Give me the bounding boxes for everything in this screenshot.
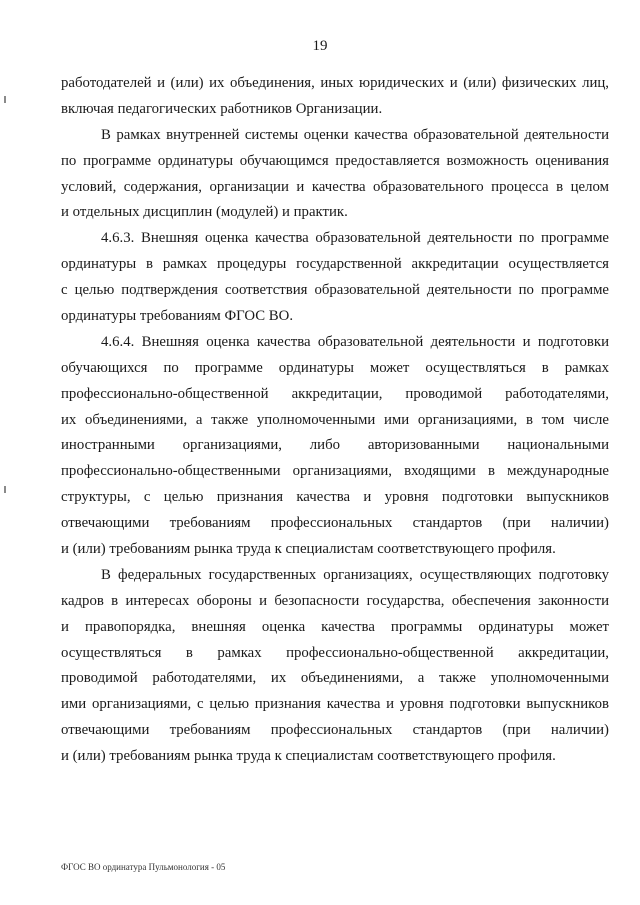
text-line: профессионально-общественными организациями, входящими в международные (61, 463, 609, 480)
text-line: их объединениями, а также уполномоченными ими организациями, в том числе (61, 411, 609, 428)
text-line: структуры, с целью признания качества и уровня подготовки выпускников (61, 489, 609, 506)
paragraph (61, 226, 609, 330)
text-line: условий, содержания, организации и качества образовательного процесса в целом (61, 178, 609, 195)
text-line: обучающихся по программе ординатуры может осуществляться в рамках (61, 359, 609, 376)
text-line: с целью подтверждения соответствия образовательной деятельности по программе (61, 282, 609, 299)
text-line: и отдельных дисциплин (модулей) и практик. (61, 204, 348, 221)
text-line: осуществляться в рамках профессионально-общественной аккредитации, (61, 644, 609, 661)
paragraph (61, 563, 609, 770)
paragraph (61, 71, 609, 123)
text-line: и (или) требованиям рынка труда к специалистам соответствующего профиля. (61, 541, 556, 558)
text-line: отвечающими требованиям профессиональных стандартов (при наличии) (61, 515, 609, 532)
text-line: иностранными организациями, либо авторизованными национальными (61, 437, 609, 454)
text-line: ими организациями, с целью признания качества и уровня подготовки выпускников (61, 696, 609, 713)
text-line: кадров в интересах обороны и безопасности государства, обеспечения законности (61, 592, 609, 609)
text-line: включая педагогических работников Организации. (61, 100, 383, 117)
text-line: В федеральных государственных организациях, осуществляющих подготовку (101, 566, 609, 583)
text-line: ординатуры в рамках процедуры государственной аккредитации осуществляется (61, 256, 609, 273)
text-line: 4.6.4. Внешняя оценка качества образовательной деятельности и подготовки (101, 333, 609, 350)
text-line: и правопорядка, внешняя оценка качества программы ординатуры может (61, 618, 609, 635)
text-line: по программе ординатуры обучающимся предоставляется возможность оценивания (61, 152, 609, 169)
text-line: ординатуры требованиям ФГОС ВО. (61, 308, 294, 325)
document-footer: ФГОС ВО ординатура Пульмонология - 05 (61, 862, 226, 872)
binding-mark (4, 486, 6, 493)
document-body (61, 71, 609, 770)
text-line: и (или) требованиям рынка труда к специалистам соответствующего профиля. (61, 748, 556, 765)
text-line: В рамках внутренней системы оценки качества образовательной деятельности (101, 126, 609, 143)
page-number: 19 (312, 38, 328, 54)
binding-mark (4, 96, 6, 103)
paragraph (61, 330, 609, 563)
text-line: проводимой работодателями, их объединениями, а также уполномоченными (61, 670, 609, 687)
text-line: 4.6.3. Внешняя оценка качества образовательной деятельности по программе (101, 230, 609, 247)
text-line: работодателей и (или) их объединения, иных юридических и (или) физических лиц, (61, 75, 609, 91)
text-line: профессионально-общественной аккредитации, проводимой работодателями, (61, 385, 609, 402)
text-line: отвечающими требованиям профессиональных стандартов (при наличии) (61, 722, 609, 739)
paragraph (61, 123, 609, 227)
